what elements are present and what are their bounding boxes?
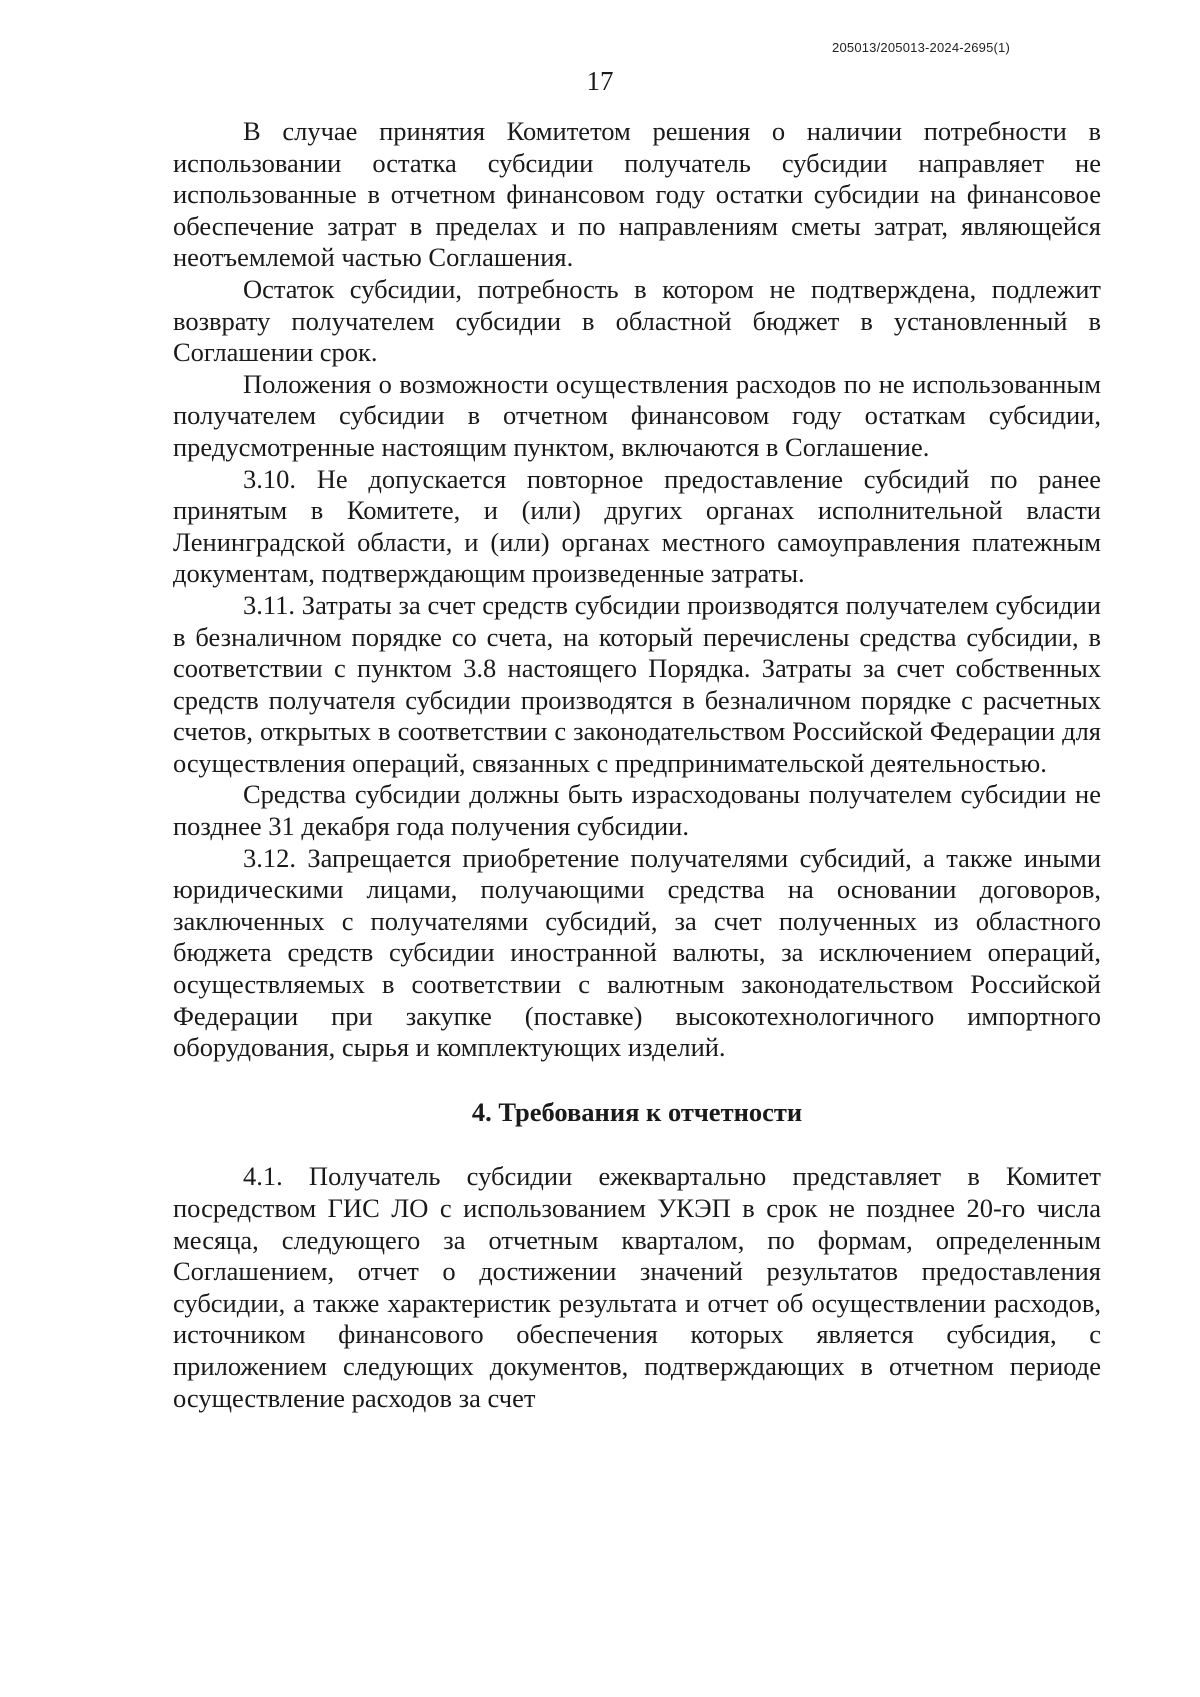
page-number: 17: [586, 66, 614, 96]
paragraph-remainder-usage: В случае принятия Комитетом решения о наличии потребности в использовании остатка субсидии получатель субсидии направляет не использованные в отчетном финансовом году остатки субсидии на финансовое обеспечение затрат в пределах и по направлениям сметы затрат, являющейся неотъемлемой частью Соглашения.: [173, 116, 1101, 273]
paragraph-3-11: 3.11. Затраты за счет средств субсидии производятся получателем субсидии в безналичном порядке со счета, на который перечислены средства субсидии, в соответствии с пунктом 3.8 настоящего Порядка. Затраты за счет собственных средств получателя субсидии производятся в безналичном порядке с расчетных счетов, открытых в соответствии с законодательством Российской Федерации для осуществления операций, связанных с предпринимательской деятельностью.: [173, 589, 1101, 778]
document-body: [173, 116, 1101, 1414]
section-heading-reporting: 4. Требования к отчетности: [471, 1096, 803, 1127]
paragraph-subsidy-deadline: Средства субсидии должны быть израсходованы получателем субсидии не позднее 31 декабря года получения субсидии.: [173, 779, 1101, 842]
paragraph-4-1: 4.1. Получатель субсидии ежеквартально представляет в Комитет посредством ГИС ЛО с использованием УКЭП в срок не позднее 20-го числа месяца, следующего за отчетным кварталом, по формам, определенным Соглашением, отчет о достижении значений результатов предоставления субсидии, а также характеристик результата и отчет об осуществлении расходов, источником финансового обеспечения которых является субсидия, с приложением следующих документов, подтверждающих в отчетном периоде осуществление расходов за счет: [173, 1161, 1101, 1413]
paragraph-remainder-return: Остаток субсидии, потребность в котором не подтверждена, подлежит возврату получателем субсидии в областной бюджет в установленный в Соглашении срок.: [173, 273, 1101, 368]
paragraph-remainder-provisions: Положения о возможности осуществления расходов по не использованным получателем субсидии в отчетном финансовом году остаткам субсидии, предусмотренные настоящим пунктом, включаются в Соглашение.: [173, 368, 1101, 462]
document-id: 205013/205013-2024-2695(1): [832, 40, 1010, 55]
paragraph-3-10: 3.10. Не допускается повторное предоставление субсидий по ранее принятым в Комитете, и (или) других органах исполнительной власти Ленинградской области, и (или) органах местного самоуправления платежным документам, подтверждающим произведенные затраты.: [173, 463, 1101, 589]
paragraph-3-12: 3.12. Запрещается приобретение получателями субсидий, а также иными юридическими лицами, получающими средства на основании договоров, заключенных с получателями субсидий, за счет полученных из областного бюджета средств субсидии иностранной валюты, за исключением операций, осуществляемых в соответствии с валютным законодательством Российской Федерации при закупке (поставке) высокотехнологичного импортного оборудования, сырья и комплектующих изделий.: [173, 842, 1101, 1063]
